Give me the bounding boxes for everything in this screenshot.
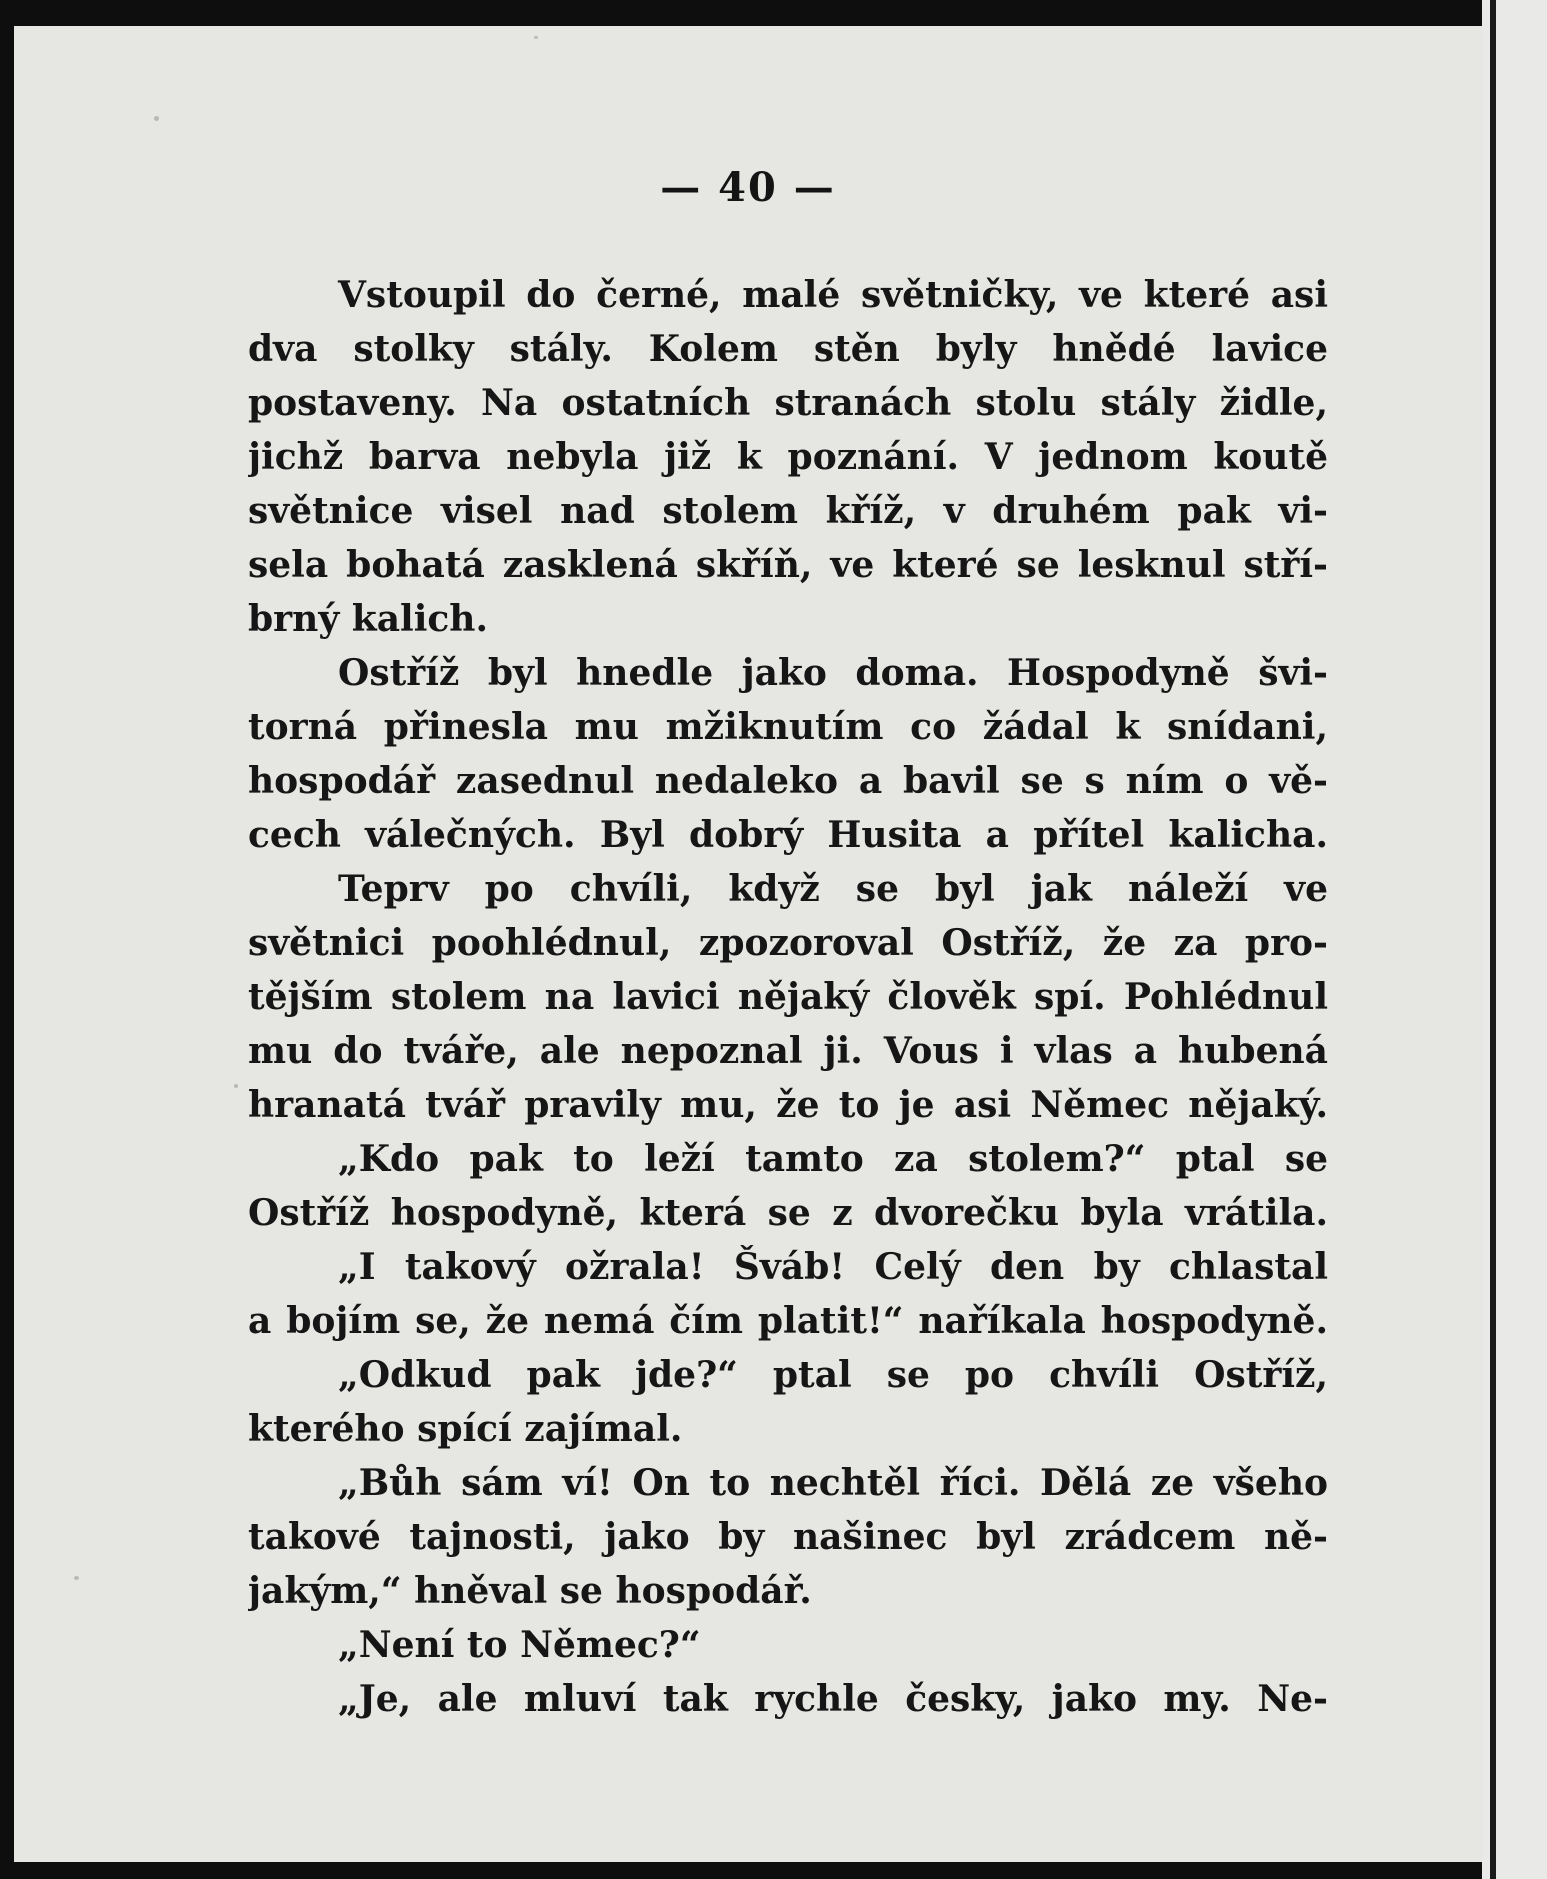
page-gutter-line [1490, 0, 1496, 1879]
paper-speck [154, 116, 159, 121]
text-line: a bojím se, že nemá čím platit!“ naříkala hospodyně. [248, 1300, 1328, 1342]
text-line: Teprv po chvíli, když se byl jak náleží ve [338, 868, 1328, 910]
text-line: jakým,“ hněval se hospodář. [248, 1570, 812, 1612]
text-line: „Odkud pak jde?“ ptal se po chvíli Ostříž, [338, 1354, 1328, 1396]
text-line: postaveny. Na ostatních stranách stolu stály židle, [248, 382, 1328, 424]
body-text [248, 268, 1328, 1726]
adjacent-page-edge [1482, 0, 1547, 1879]
text-line: brný kalich. [248, 598, 489, 640]
text-line: tějším stolem na lavici nějaký člověk spí. Pohlédnul [248, 976, 1328, 1018]
text-line: „I takový ožrala! Šváb! Celý den by chlastal [338, 1246, 1328, 1288]
page-number: — 40 — [660, 164, 836, 211]
paper-speck [74, 1576, 79, 1580]
text-line: jichž barva nebyla již k poznání. V jednom koutě [248, 436, 1328, 478]
text-line: dva stolky stály. Kolem stěn byly hnědé lavice [248, 328, 1328, 370]
text-line: kterého spící zajímal. [248, 1408, 683, 1450]
text-line: Ostříž hospodyně, která se z dvorečku byla vrátila. [248, 1192, 1328, 1234]
text-line: světnice visel nad stolem kříž, v druhém pak vi- [248, 490, 1328, 532]
text-line: sela bohatá zasklená skříň, ve které se lesknul stří- [248, 544, 1328, 586]
text-line: cech válečných. Byl dobrý Husita a přítel kalicha. [248, 814, 1328, 856]
paper-speck [234, 1084, 238, 1088]
text-line: Vstoupil do černé, malé světničky, ve které asi [338, 274, 1328, 316]
book-page [14, 26, 1482, 1862]
text-line: světnici poohlédnul, zpozoroval Ostříž, že za pro- [248, 922, 1328, 964]
text-line: hranatá tvář pravily mu, že to je asi Němec nějaký. [248, 1084, 1328, 1126]
text-line: „Není to Němec?“ [338, 1624, 701, 1666]
text-line: torná přinesla mu mžiknutím co žádal k snídani, [248, 706, 1328, 748]
text-line: „Je, ale mluví tak rychle česky, jako my. Ne- [338, 1678, 1328, 1720]
text-line: mu do tváře, ale nepoznal ji. Vous i vlas a hubená [248, 1030, 1328, 1072]
text-line: Ostříž byl hnedle jako doma. Hospodyně švi- [338, 652, 1328, 694]
text-line: hospodář zasednul nedaleko a bavil se s ním o vě- [248, 760, 1328, 802]
paper-speck [534, 36, 538, 39]
text-line: „Bůh sám ví! On to nechtěl říci. Dělá ze všeho [338, 1462, 1328, 1504]
text-line: „Kdo pak to leží tamto za stolem?“ ptal se [338, 1138, 1328, 1180]
text-line: takové tajnosti, jako by našinec byl zrádcem ně- [248, 1516, 1328, 1558]
